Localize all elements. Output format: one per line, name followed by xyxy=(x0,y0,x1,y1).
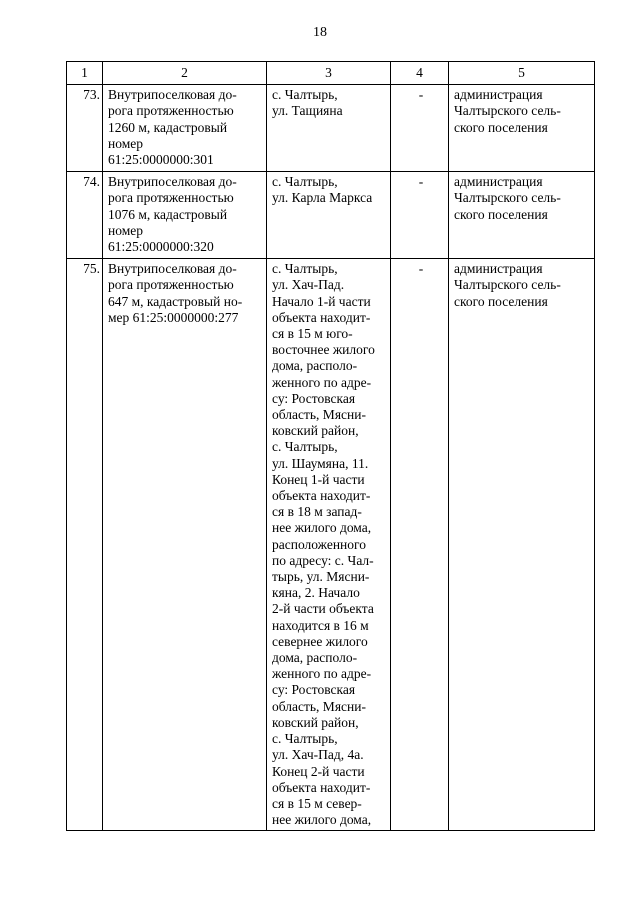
object-owner: администрация Чалтырского сель- ского поселения xyxy=(449,85,595,172)
object-name: Внутрипоселковая до- рога протяженностью 1076 м, кадастровый номер 61:25:0000000:320 xyxy=(103,172,267,259)
table-row xyxy=(67,172,595,259)
object-location: с. Чалтырь, ул. Хач-Пад. Начало 1-й части объекта находит- ся в 15 м юго- восточнее жилого дома, располо- женного по адре- су: Ростовская область, Мясни- ковский район, с. Чалтырь, ул. Шаумяна, 11. Конец 1-й части объекта находит- ся в 18 м запад- нее жилого дома, расположенного по адресу: с. Чал- тырь, ул. Мясни- кяна, 2. Начало 2-й части объекта находится в 16 м севернее жилого дома, располо- женного по адре- су: Ростовская область, Мясни- ковский район, с. Чалтырь, ул. Хач-Пад, 4а. Конец 2-й части объекта находит- ся в 15 м север- нее жилого дома, xyxy=(267,259,391,831)
column-4-value: - xyxy=(391,172,449,259)
object-name: Внутрипоселковая до- рога протяженностью 647 м, кадастровый но- мер 61:25:0000000:277 xyxy=(103,259,267,831)
row-number: 74. xyxy=(67,172,103,259)
header-col-2: 2 xyxy=(103,62,267,85)
page-number: 18 xyxy=(313,25,327,40)
table-row xyxy=(67,85,595,172)
header-col-1: 1 xyxy=(67,62,103,85)
column-4-value: - xyxy=(391,259,449,831)
object-name: Внутрипоселковая до- рога протяженностью 1260 м, кадастровый номер 61:25:0000000:301 xyxy=(103,85,267,172)
objects-table xyxy=(66,61,595,831)
header-col-5: 5 xyxy=(449,62,595,85)
column-4-value: - xyxy=(391,85,449,172)
row-number: 73. xyxy=(67,85,103,172)
object-location: с. Чалтырь, ул. Тащияна xyxy=(267,85,391,172)
table-row xyxy=(67,259,595,831)
header-col-4: 4 xyxy=(391,62,449,85)
object-location: с. Чалтырь, ул. Карла Маркса xyxy=(267,172,391,259)
row-number: 75. xyxy=(67,259,103,831)
table-header-row xyxy=(67,62,595,85)
header-col-3: 3 xyxy=(267,62,391,85)
object-owner: администрация Чалтырского сель- ского поселения xyxy=(449,259,595,831)
object-owner: администрация Чалтырского сель- ского поселения xyxy=(449,172,595,259)
